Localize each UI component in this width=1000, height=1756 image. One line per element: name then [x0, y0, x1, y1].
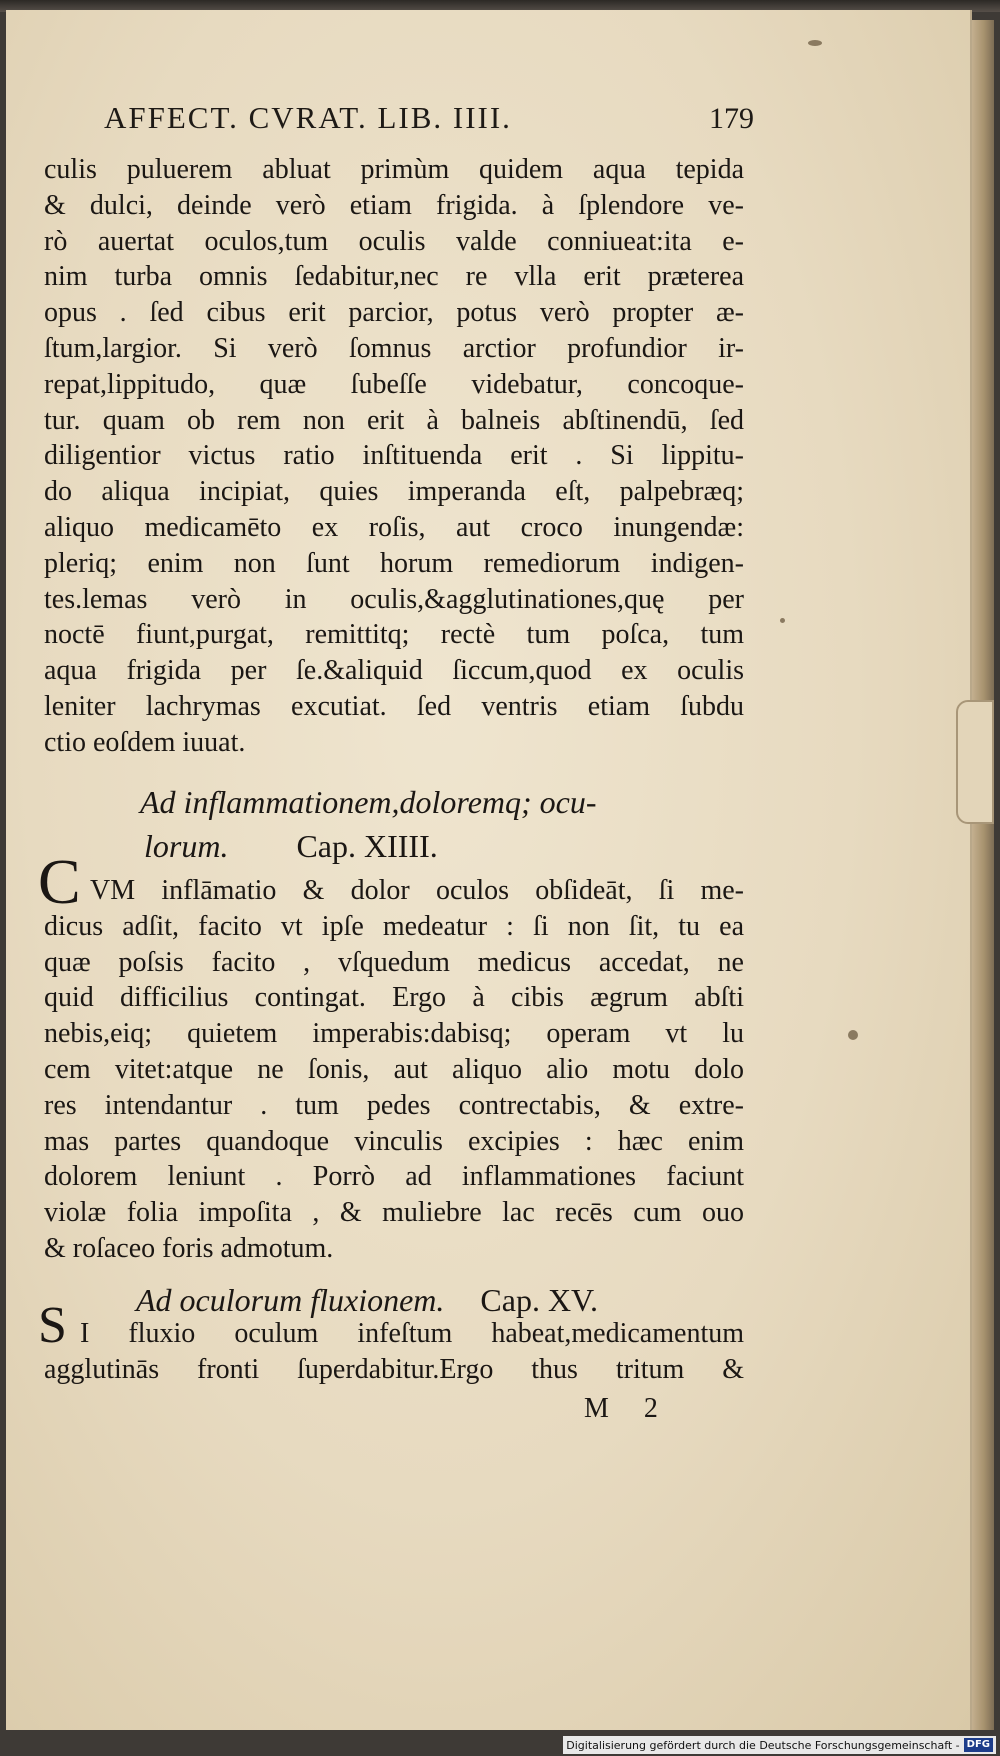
- text-line: culis puluerem abluat primùm quidem aqua tepida: [44, 154, 744, 185]
- text-line: diligentior victus ratio inſtituenda erit . Si lippitu-: [44, 440, 744, 472]
- chapter-15-title: Ad oculorum fluxionem.: [136, 1282, 445, 1318]
- chapter-15-number: Cap. XV.: [480, 1282, 599, 1318]
- text-line: mas partes quandoque vinculis excipies : hæc enim: [44, 1125, 744, 1157]
- dfg-logo: DFG: [964, 1738, 993, 1752]
- page-header: [104, 100, 754, 144]
- chapter-14-title-end: lorum.: [144, 828, 229, 864]
- text-line: noctē fiunt,purgat, remittitq; rectè tum poſca, tum: [44, 619, 744, 651]
- chapter-15-body: [44, 1316, 744, 1388]
- chapter-14-number: Cap. XIIII.: [296, 828, 438, 864]
- text-line: tur. quam ob rem non erit à balneis abſtinendū, ſed: [44, 404, 744, 436]
- text-line: cem vitet:atque ne ſonis, aut aliquo alio motu dolo: [44, 1053, 744, 1085]
- chapter-14-title-line2: [44, 824, 744, 868]
- text-line: pleriq; enim non ſunt horum remediorum indigen-: [44, 547, 744, 579]
- text-line: & roſaceo foris admotum.: [44, 1232, 334, 1264]
- page-number: 179: [709, 102, 754, 135]
- text-line: do aliqua incipiat, quies imperanda eſt, palpebræq;: [44, 476, 744, 508]
- text-line: aqua frigida per ſe.&aliquid ſiccum,quod ex oculis: [44, 655, 744, 687]
- text-line: & dulci, deinde verò etiam frigida. à ſplendore ve-: [44, 189, 744, 221]
- chapter-14-title-line1: Ad inflammationem,doloremq; ocu-: [140, 784, 597, 820]
- text-line: tes.lemas verò in oculis,&agglutinationes,quę per: [44, 583, 744, 615]
- drop-cap-c: C: [38, 846, 81, 917]
- text-line: res intendantur . tum pedes contrectabis, & extre-: [44, 1089, 744, 1121]
- text-line: violæ folia impoſita , & muliebre lac recēs cum ouo: [44, 1197, 744, 1229]
- text-line: agglutinās fronti ſuperdabitur.Ergo thus tritum &: [44, 1353, 744, 1385]
- text-line: quid difficilius contingat. Ergo à cibis ægrum abſti: [44, 982, 744, 1014]
- page-tab-mark: [956, 700, 994, 824]
- paragraph-continued: [44, 152, 744, 761]
- text-line: opus . ſed cibus erit parcior, potus verò propter æ-: [44, 297, 744, 329]
- text-line: nim turba omnis ſedabitur,nec re vlla erit præterea: [44, 261, 744, 293]
- credit-text: Digitalisierung gefördert durch die Deutsche Forschungsgemeinschaft -: [566, 1738, 960, 1752]
- signature-mark: M 2: [584, 1393, 672, 1424]
- text-line: ctio eoſdem iuuat.: [44, 726, 246, 758]
- digitization-credit: [563, 1736, 996, 1754]
- text-line: leniter lachrymas excutiat. ſed ventris etiam ſubdu: [44, 690, 744, 722]
- stain-mark: [808, 40, 822, 46]
- running-head: AFFECT. CVRAT. LIB. IIII.: [104, 100, 512, 135]
- text-line: nebis,eiq; quietem imperabis:dabisq; operam vt lu: [44, 1018, 744, 1050]
- text-line: VM inflāmatio & dolor oculos obſideāt, ſi me-: [90, 875, 744, 906]
- drop-cap-s: S: [38, 1297, 67, 1354]
- text-line: I fluxio oculum infeſtum habeat,medicamentum: [80, 1318, 744, 1349]
- text-line: quæ poſsis facito , vſquedum medicus accedat, ne: [44, 946, 744, 978]
- text-line: repat,lippitudo, quæ ſubeſſe videbatur, concoque-: [44, 368, 744, 400]
- chapter-14-heading: [44, 780, 744, 868]
- stain-mark: [848, 1030, 858, 1040]
- text-line: dicus adſit, facito vt ipſe medeatur : ſi non ſit, tu ea: [44, 910, 744, 942]
- text-line: ſtum,largior. Si verò ſomnus arctior profundior ir-: [44, 332, 744, 364]
- chapter-14-body: [44, 873, 744, 1267]
- text-line: aliquo medicamēto ex roſis, aut croco inungendæ:: [44, 511, 744, 543]
- text-line: rò auertat oculos,tum oculis valde conniueat:ita e-: [44, 225, 744, 257]
- text-line: dolorem leniunt . Porrò ad inflammationes faciunt: [44, 1161, 744, 1193]
- stain-mark: [780, 618, 785, 623]
